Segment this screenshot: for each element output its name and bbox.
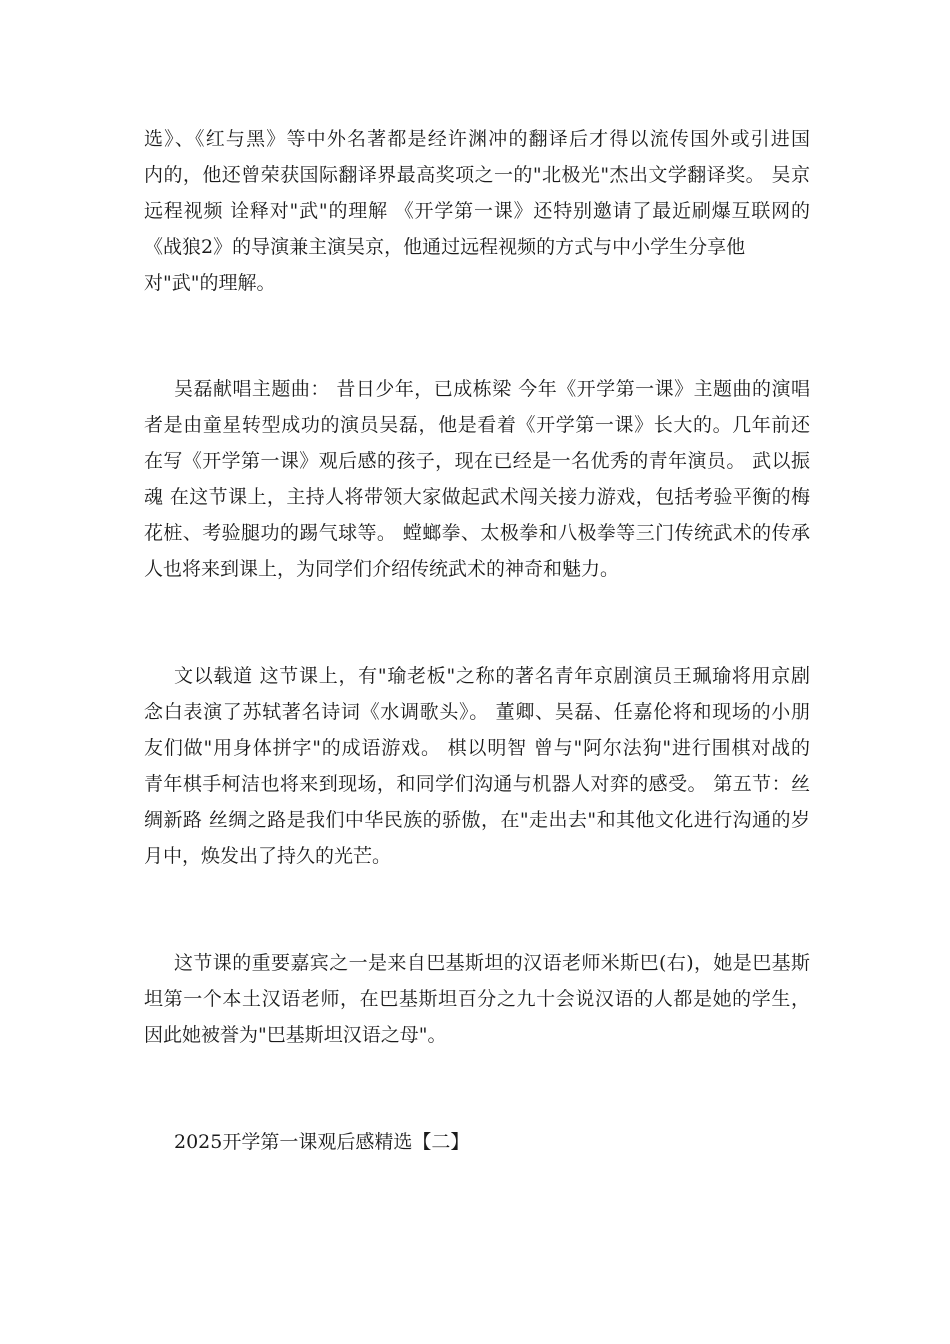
text-line: 魂 在这节课上，主持人将带领大家做起武术闯关接力游戏，包括考验平衡的梅	[144, 486, 810, 508]
text-line: 这节课的重要嘉宾之一是来自巴基斯坦的汉语老师米斯巴(右)，她是巴基斯	[174, 952, 810, 974]
text-line: 在写《开学第一课》观后感的孩子，现在已经是一名优秀的青年演员。 武以振	[144, 450, 810, 472]
text-line: 友们做"用身体拼字"的成语游戏。 棋以明智 曾与"阿尔法狗"进行围棋对战的	[144, 737, 810, 759]
text-line: 青年棋手柯洁也将来到现场，和同学们沟通与机器人对弈的感受。 第五节：丝	[144, 773, 810, 795]
text-line: 内的，他还曾荣获国际翻译界最高奖项之一的"北极光"杰出文学翻译奖。 吴京	[144, 164, 810, 186]
section-heading-text: 2025开学第一课观后感精选【二】	[174, 1131, 470, 1153]
paragraph-theme-song-and-martial-arts	[144, 371, 810, 587]
text-line: 者是由童星转型成功的演员吴磊，他是看着《开学第一课》长大的。几年前还	[144, 414, 810, 436]
text-line: 因此她被誉为"巴基斯坦汉语之母"。	[144, 1024, 447, 1046]
text-line: 远程视频 诠释对"武"的理解 《开学第一课》还特别邀请了最近刷爆互联网的	[144, 200, 810, 222]
text-line: 坦第一个本土汉语老师，在巴基斯坦百分之九十会说汉语的人都是她的学生，	[144, 988, 810, 1010]
text-line: 选》、《红与黑》等中外名著都是经许渊冲的翻译后才得以流传国外或引进国	[144, 128, 810, 150]
text-line: 月中，焕发出了持久的光芒。	[144, 845, 392, 867]
text-line: 对"武"的理解。	[144, 272, 276, 294]
paragraph-pakistani-teacher	[144, 945, 810, 1053]
paragraph-opera-chess-silk-road	[144, 658, 810, 874]
text-line: 《战狼2》的导演兼主演吴京，他通过远程视频的方式与中小学生分享他	[144, 236, 746, 258]
text-line: 念白表演了苏轼著名诗词《水调歌头》。 董卿、吴磊、任嘉伦将和现场的小朋	[144, 701, 810, 723]
text-line: 吴磊献唱主题曲： 昔日少年，已成栋梁 今年《开学第一课》主题曲的演唱	[174, 378, 810, 400]
paragraph-translation-and-wu-jing	[144, 121, 810, 301]
text-line: 人也将来到课上，为同学们介绍传统武术的神奇和魅力。	[144, 558, 620, 580]
text-line: 绸新路 丝绸之路是我们中华民族的骄傲，在"走出去"和其他文化进行沟通的岁	[144, 809, 810, 831]
section-heading	[144, 1124, 810, 1160]
text-line: 文以载道 这节课上，有"瑜老板"之称的著名青年京剧演员王珮瑜将用京剧	[174, 665, 810, 687]
text-line: 花桩、考验腿功的踢气球等。 螳螂拳、太极拳和八极拳等三门传统武术的传承	[144, 522, 810, 544]
